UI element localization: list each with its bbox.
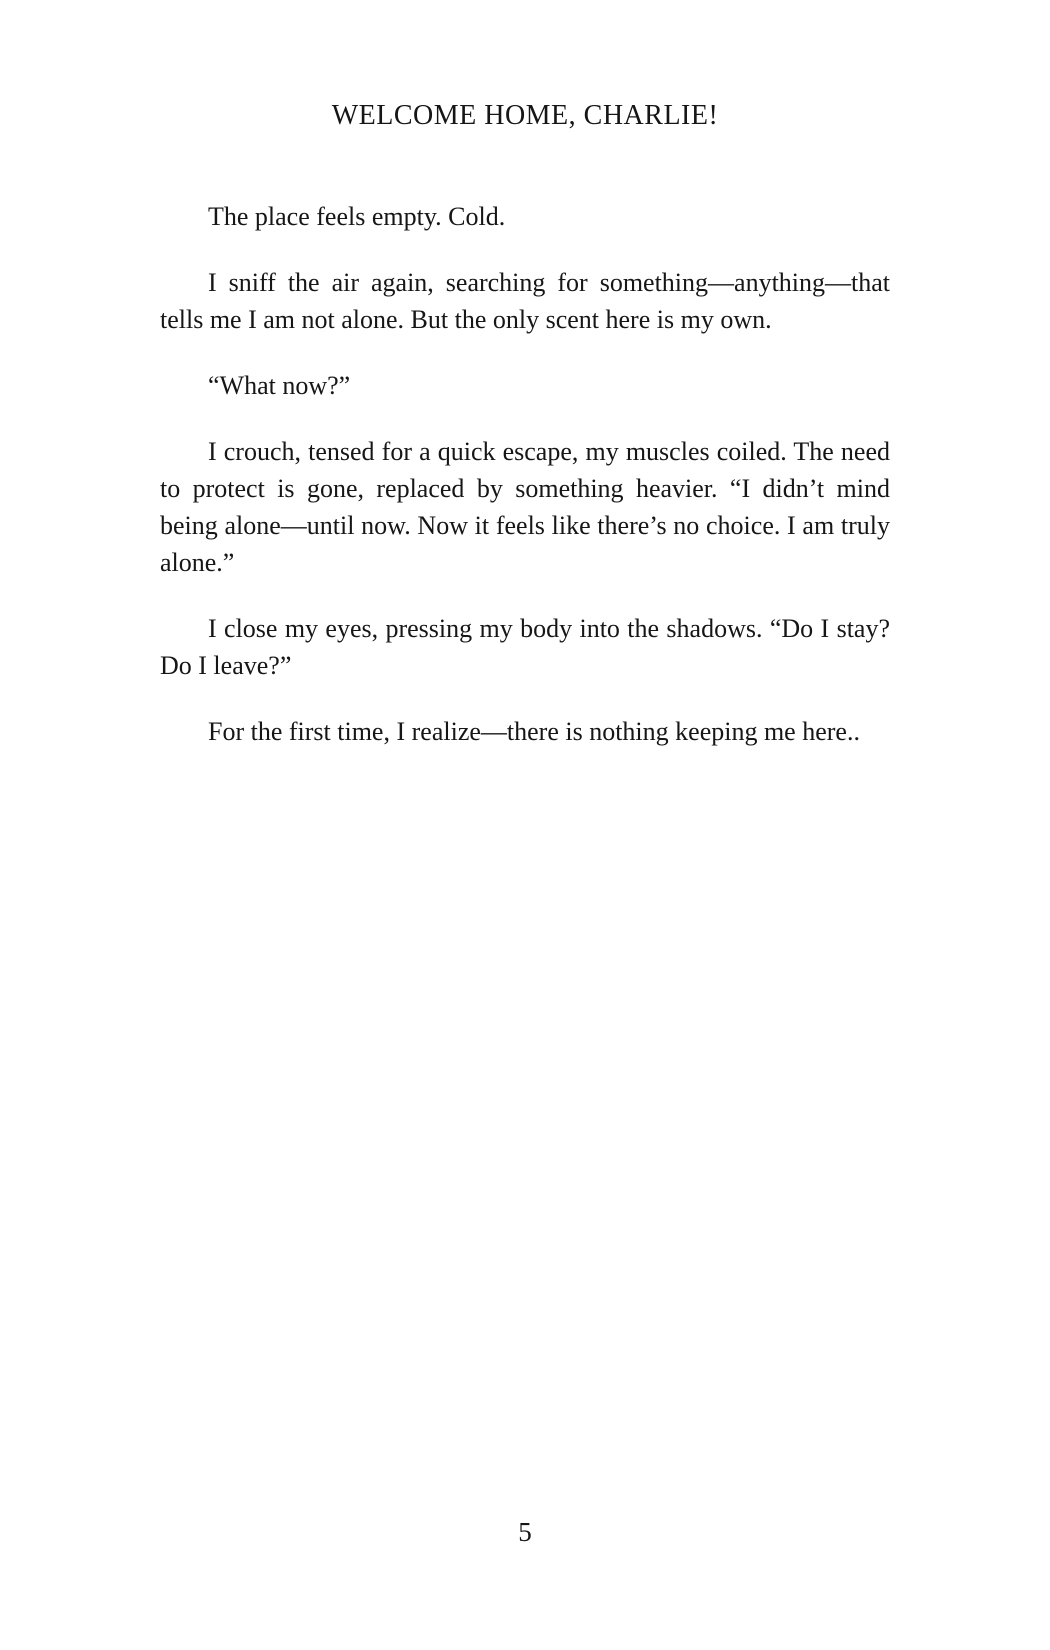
body-text-block xyxy=(160,198,890,779)
body-paragraph: I crouch, tensed for a quick escape, my muscles coiled. The need to protect is gone, replaced by something heavier. “I didn’t mind being alone—until now. Now it feels like there’s no choice. I am truly alone.” xyxy=(160,437,890,577)
running-header-title: WELCOME HOME, CHARLIE! xyxy=(331,100,719,131)
body-paragraph: “What now?” xyxy=(208,371,351,400)
body-paragraph: I close my eyes, pressing my body into the shadows. “Do I stay? Do I leave?” xyxy=(160,614,890,680)
body-paragraph: The place feels empty. Cold. xyxy=(208,202,506,231)
body-paragraph: For the first time, I realize—there is nothing keeping me here.. xyxy=(208,717,860,746)
body-paragraph: I sniff the air again, searching for something—anything—that tells me I am not alone. But the only scent here is my own. xyxy=(160,268,890,334)
page-number: 5 xyxy=(518,1517,532,1547)
